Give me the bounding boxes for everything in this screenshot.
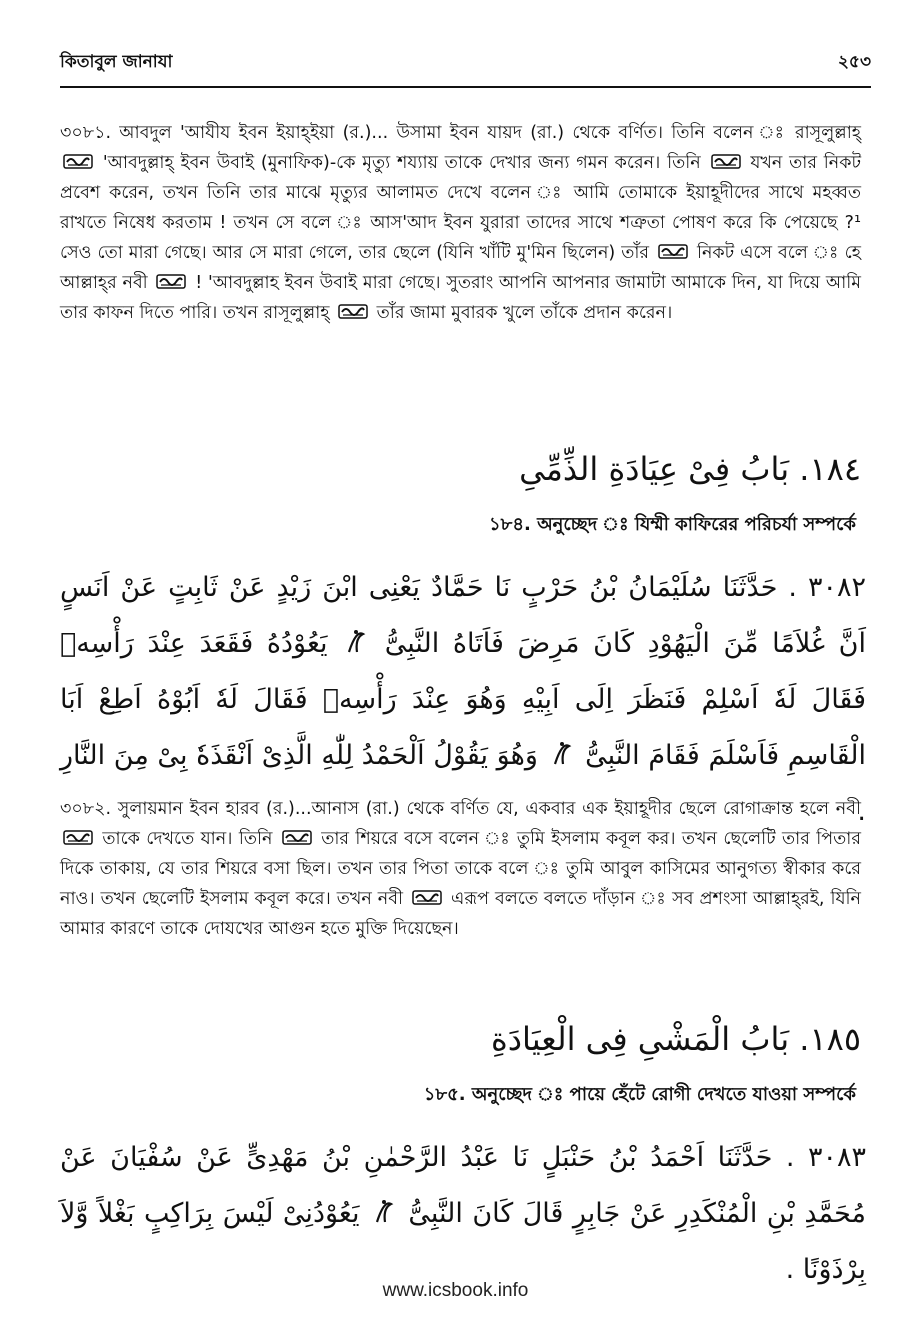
salutation-seal-icon: [156, 273, 186, 290]
hadith-3082-part-1: ৩০৮২. সুলায়মান ইবন হারব (র.)...আনাস (রা.) থেকে বর্ণিত যে, একবার এক ইয়াহূদীর ছেলে রোগাক্রান্ত হলে নবী: [60, 799, 861, 819]
chapter-185-arabic-title: ١٨٥. بَابُ الْمَشْىِ فِى الْعِيَادَةِ: [490, 1020, 861, 1058]
hadith-3081-part-3: যখন তার নিকট প্রবেশ করেন, তখন তিনি তার মাঝে মৃত্যুর আলামত দেখে বলেন ঃ আমি তোমাকে ইয়াহূদীদের সাথে মহব্বত রাখতে নিষেধ করতাম ! তখন সে বলে ঃ আস'আদ ইবন যুরারা তাদের সাথে শত্রুতা পোষণ করে কি পেয়েছে ?¹ সেও তো মারা গেছে। আর সে মারা গেলে, তার ছেলে (যিনি খাঁটি মু'মিন ছিলেন) তাঁর: [60, 153, 861, 263]
running-title: কিতাবুল জানাযা: [60, 52, 173, 72]
chapter-184-bengali-title: ১৮৪. অনুচ্ছেদ ঃ যিম্মী কাফিরের পরিচর্যা সম্পর্কে: [488, 514, 856, 535]
salutation-ligature-icon: [345, 626, 367, 656]
hadith-3083-arabic: [60, 1130, 866, 1298]
hadith-3081-part-4: নিকট এসে বলে ঃ হে আল্লাহ্‌র নবী: [60, 243, 861, 293]
hadith-3082-arabic-part-1: ٣٠٨٢ . حَدَّثَنَا سُلَيْمَانُ بْنُ حَرْبٍ نَا حَمَّادٌ يَعْنِى ابْنَ زَيْدٍ عَنْ ثَابِتٍ عَنْ اَنَسٍ اَنَّ غُلاَمًا مِّنَ الْيَهُوْدِ كَانَ مَرِضَ فَاَتَاهُ النَّبِىُّ: [60, 572, 866, 659]
salutation-seal-icon: [63, 153, 93, 170]
hadith-3081-text: [60, 118, 861, 328]
chapter-184-arabic-title: ١٨٤. بَابُ فِىْ عِيَادَةِ الذِّمِّىِ: [519, 450, 861, 488]
hadith-3083-arabic-part-2: يَعُوْدُنِىْ لَيْسَ بِرَاكِبٍ بَغْلاً وَّلاَ بِرْذَوْنًا .: [60, 1198, 866, 1285]
chapter-185-bengali-title: ১৮৫. অনুচ্ছেদ ঃ পায়ে হেঁটে রোগী দেখতে যাওয়া সম্পর্কে: [423, 1084, 856, 1105]
salutation-seal-icon: [63, 829, 93, 846]
hadith-3082-part-3: তার শিয়রে বসে বলেন ঃ তুমি ইসলাম কবূল কর। তখন ছেলেটি তার পিতার দিকে তাকায়, যে তার শিয়রে বসা ছিল। তখন তার পিতা তাকে বলে ঃ তুমি আবুল কাসিমের আনুগত্য স্বীকার করে নাও। তখন ছেলেটি ইসলাম কবূল করে। তখন নবী: [60, 829, 861, 909]
salutation-seal-icon: [711, 153, 741, 170]
salutation-ligature-icon: [551, 738, 573, 768]
salutation-seal-icon: [412, 889, 442, 906]
salutation-seal-icon: [658, 243, 688, 260]
hadith-3081-part-5: ! 'আবদুল্লাহ ইবন উবাই মারা গেছে। সুতরাং আপনি আপনার জামাটা আমাকে দিন, যা দিয়ে আমি তার কাফন দিতে পারি। তখন রাসূলুল্লাহ্: [60, 273, 861, 323]
page-number: ২৫৩: [837, 52, 871, 72]
header-rule: [60, 86, 871, 88]
salutation-seal-icon: [338, 303, 368, 320]
hadith-3082-text: [60, 794, 861, 944]
hadith-3081-part-1: ৩০৮১. আবদুল 'আযীয ইবন ইয়াহ্‌ইয়া (র.)... উসামা ইবন যায়দ (রা.) থেকে বর্ণিত। তিনি বলেন ঃ রাসূলুল্লাহ্: [60, 123, 861, 143]
salutation-ligature-icon: [373, 1196, 395, 1226]
hadith-3082-part-2: তাকে দেখতে যান। তিনি: [102, 829, 273, 849]
hadith-3082-arabic-part-2: يَعُوْدُهُ فَقَعَدَ عِنْدَ رَأْسِهٖ فَقَالَ لَهٗ اَسْلِمْ فَنَظَرَ اِلَى اَبِيْهِ وَهُوَ عِنْدَ رَأْسِهٖ فَقَالَ لَهٗ اَبُوْهُ اَطِعْ اَبَا الْقَاسِمِ فَاَسْلَمَ فَقَامَ النَّبِىُّ: [60, 628, 866, 771]
hadith-3082-arabic-part-3: وَهُوَ يَقُوْلُ اَلْحَمْدُ لِلّٰهِ الَّذِىْ اَنْقَذَهٗ بِىْ مِنَ النَّارِ .: [60, 740, 866, 827]
hadith-3083-arabic-part-1: ٣٠٨٣ . حَدَّثَنَا اَحْمَدُ بْنُ حَنْبَلٍ نَا عَبْدُ الرَّحْمٰنِ بْنُ مَهْدِىٍّ عَنْ سُفْيَانَ عَنْ مُحَمَّدِ بْنِ الْمُنْكَدِرِ عَنْ جَابِرٍ قَالَ كَانَ النَّبِىُّ: [60, 1142, 866, 1229]
footer-url: www.icsbook.info: [382, 1280, 529, 1301]
running-head: [60, 46, 871, 80]
hadith-3082-part-4: এরূপ বলতে বলতে দাঁড়ান ঃ সব প্রশংসা আল্লাহ্‌রই, যিনি আমার কারণে তাকে দোযখের আগুন হতে মুক্তি দিয়েছেন।: [60, 889, 861, 939]
salutation-seal-icon: [282, 829, 312, 846]
hadith-3081-part-2: 'আবদুল্লাহ্ ইবন উবাই (মুনাফিক)-কে মৃত্যু শয্যায় তাকে দেখার জন্য গমন করেন। তিনি: [102, 153, 701, 173]
hadith-3081-part-6: তাঁর জামা মুবারক খুলে তাঁকে প্রদান করেন।: [376, 303, 673, 323]
